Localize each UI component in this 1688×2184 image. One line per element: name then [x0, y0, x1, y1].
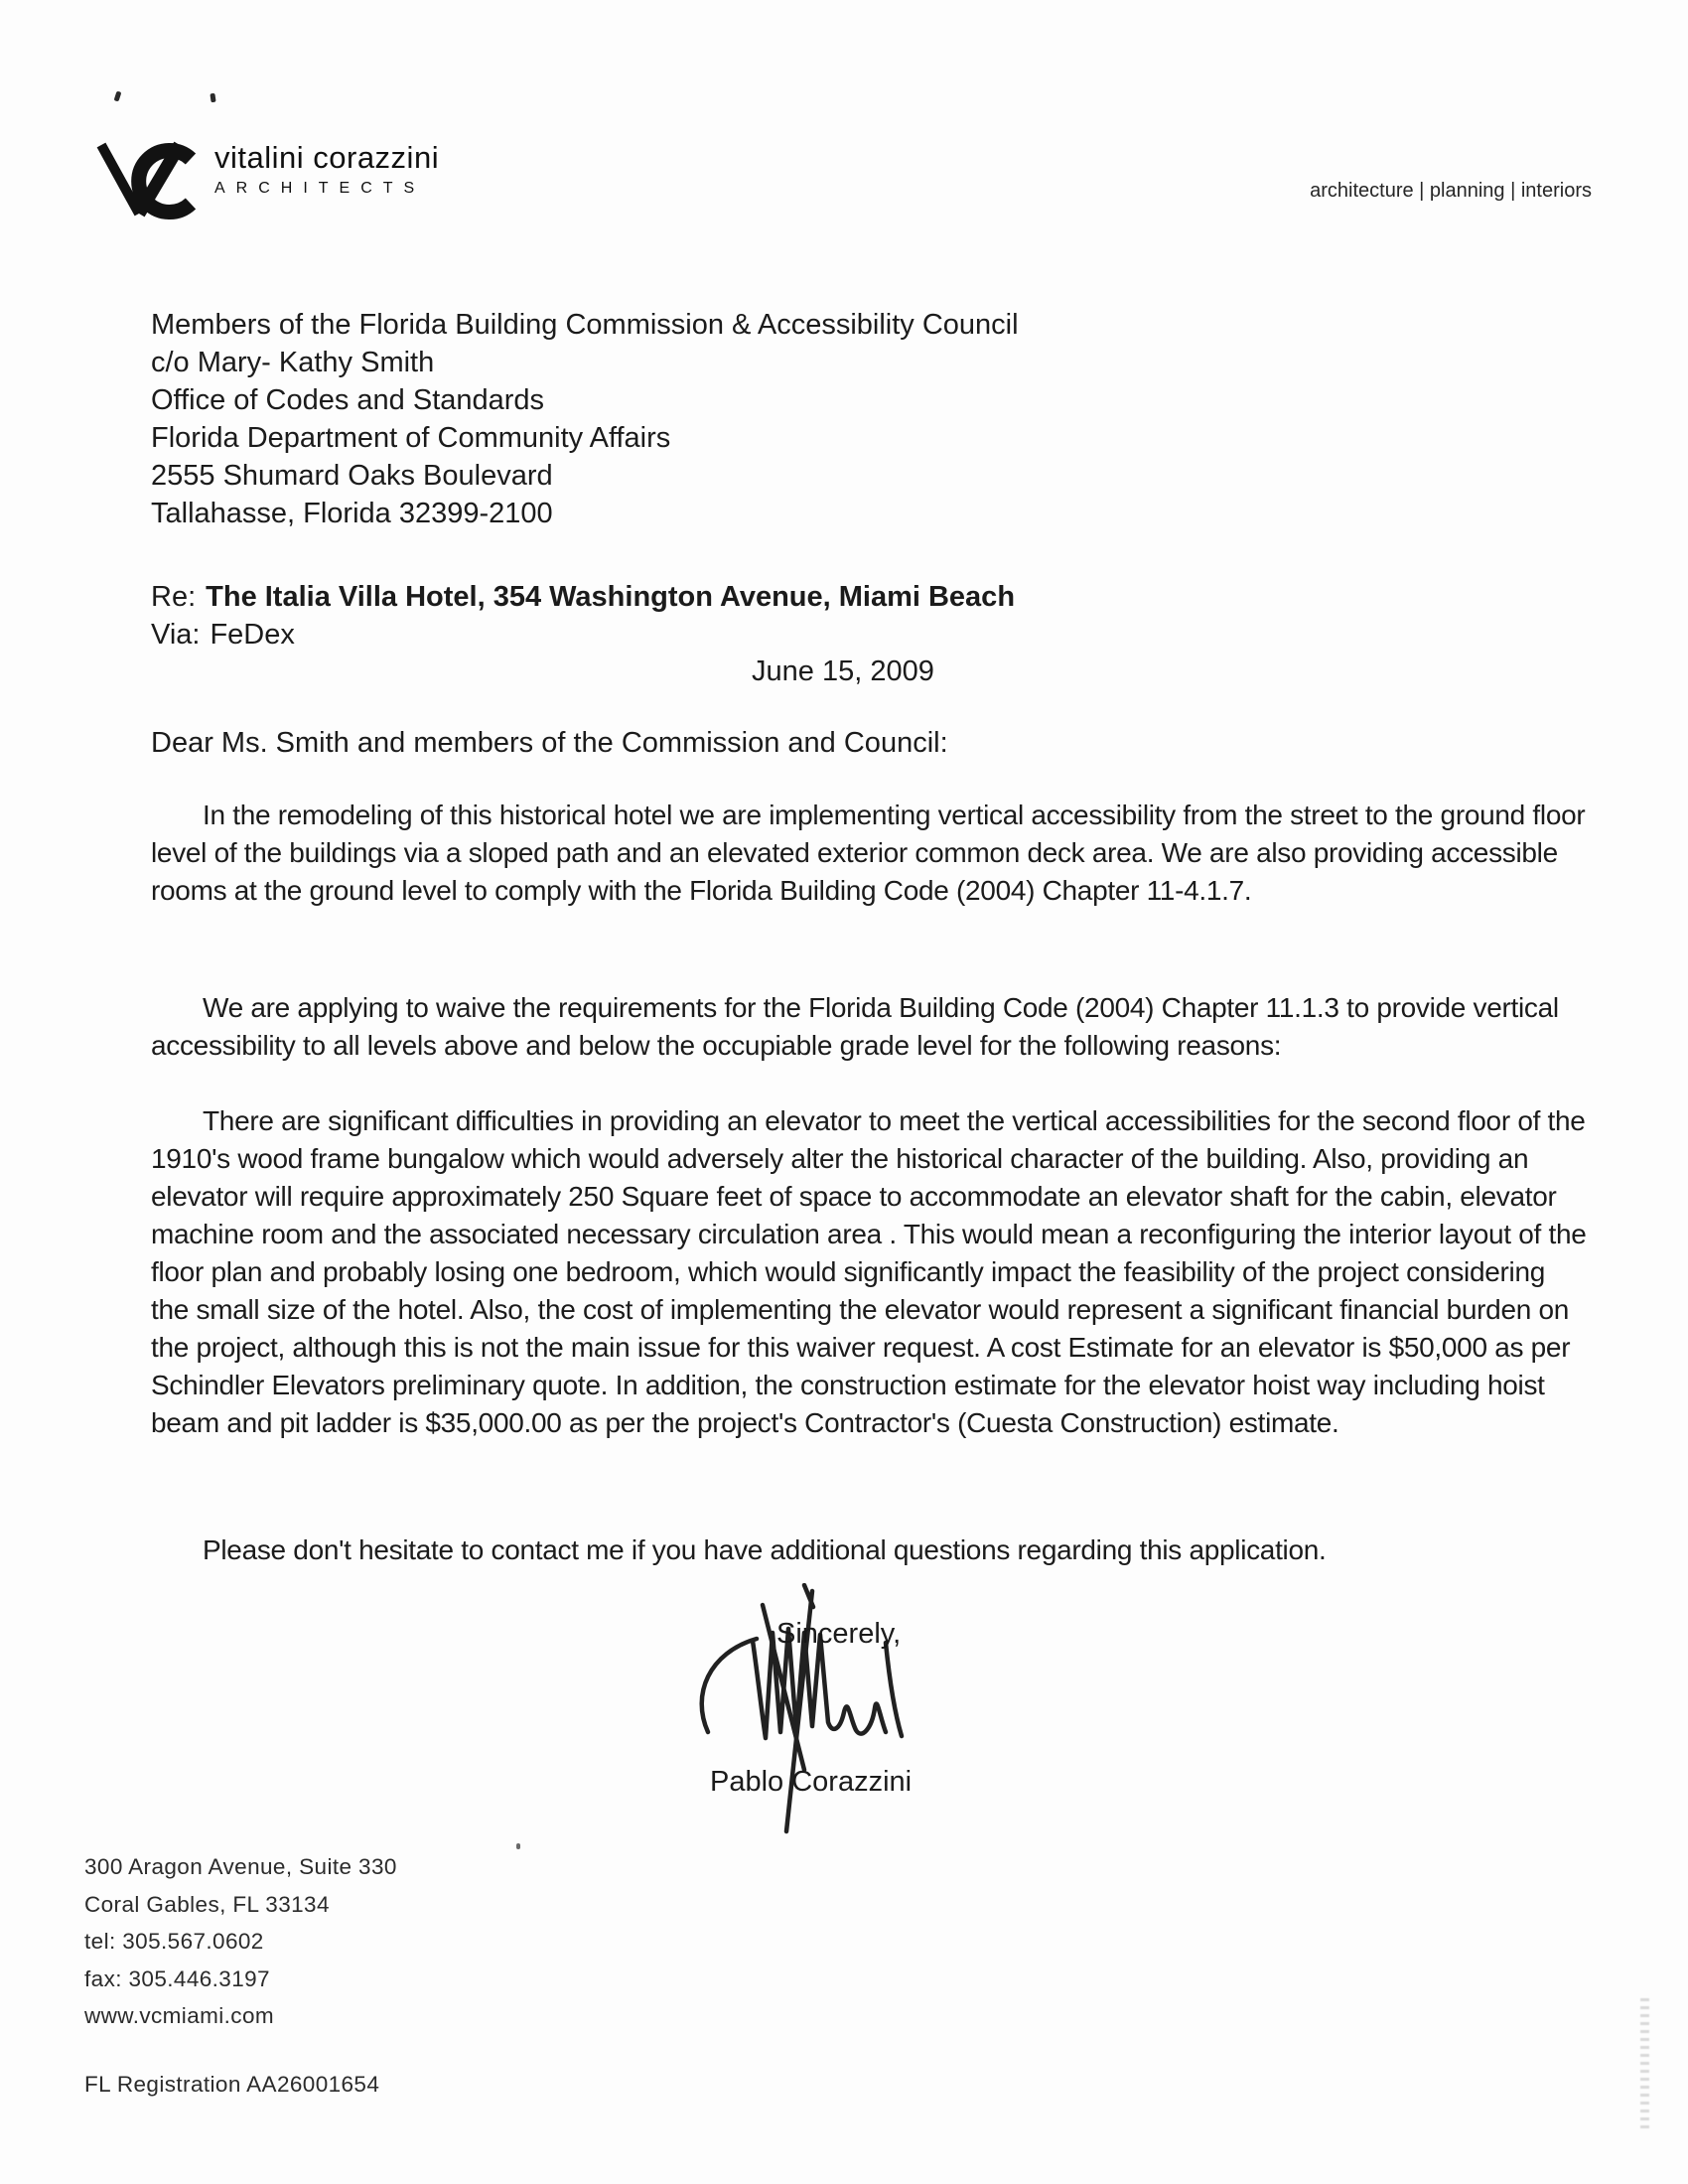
- footer-contact-block: [84, 1848, 397, 2035]
- letterhead-tagline: architecture | planning | interiors: [1310, 180, 1592, 202]
- firm-descriptor: ARCHITECTS: [214, 180, 426, 197]
- vc-monogram-icon: [94, 138, 211, 219]
- body-paragraph: In the remodeling of this historical hotel we are implementing vertical accessibility from the street to the ground floor level of the buildings via a sloped path and an elevated exterior common deck area. We are also providing accessible rooms at the ground level to comply with the Florida Building Code (2004) Chapter 11-4.1.7.: [151, 800, 1586, 906]
- vc-logo: [94, 138, 211, 224]
- salutation: Dear Ms. Smith and members of the Commission and Council:: [151, 727, 948, 759]
- firm-name: vitalini corazzini: [214, 140, 440, 175]
- recipient-line: Members of the Florida Building Commission & Accessibility Council: [151, 309, 1019, 341]
- handwritten-signature-icon: [635, 1583, 933, 1846]
- reference-label: Re:: [151, 581, 197, 613]
- firm-identity: [214, 140, 439, 198]
- letter-date: June 15, 2009: [752, 655, 934, 687]
- body-paragraph: We are applying to waive the requirements for the Florida Building Code (2004) Chapter 11.1.3 to provide vertical accessibility to all levels above and below the occupiable grade level for the following reasons:: [151, 992, 1559, 1061]
- footer-address-line: Coral Gables, FL 33134: [84, 1891, 330, 1917]
- signer-name: Pablo Corazzini: [710, 1766, 913, 1798]
- scan-artifact-streak: [1640, 1998, 1649, 2132]
- footer-website: www.vcmiami.com: [84, 2003, 275, 2028]
- recipient-line: Office of Codes and Standards: [151, 384, 545, 416]
- reference-value: The Italia Villa Hotel, 354 Washington Avenue, Miami Beach: [206, 581, 1016, 613]
- recipient-address-block: [151, 306, 1019, 532]
- recipient-line: Florida Department of Community Affairs: [151, 422, 671, 454]
- scan-artifact-mark: [210, 93, 215, 103]
- body-paragraph: Please don't hesitate to contact me if you have additional questions regarding this application.: [203, 1534, 1327, 1565]
- footer-tel-line: tel: 305.567.0602: [84, 1929, 264, 1954]
- recipient-line: Tallahasse, Florida 32399-2100: [151, 498, 553, 529]
- via-label: Via:: [151, 619, 201, 651]
- via-value: FeDex: [210, 619, 295, 651]
- recipient-line: 2555 Shumard Oaks Boulevard: [151, 460, 553, 492]
- valediction: Sincerely,: [776, 1618, 902, 1650]
- body-paragraph: There are significant difficulties in providing an elevator to meet the vertical accessibilities for the second floor of the 1910's wood frame bungalow which would adversely alter the historical character of the building. Also, providing an elevator will require approximately 250 Square feet of space to accommodate an elevator shaft for the cabin, elevator machine room and the associated necessary circulation area . This would mean a reconfiguring the interior layout of the floor plan and probably losing one bedroom, which would significantly impact the feasibility of the project considering the small size of the hotel. Also, the cost of implementing the elevator would represent a significant financial burden on the project, although this is not the main issue for this waiver request. A cost Estimate for an elevator is $50,000 as per Schindler Elevators preliminary quote. In addition, the construction estimate for the elevator hoist way including hoist beam and pit ladder is $35,000.00 as per the project's Contractor's (Cuesta Construction) estimate.: [151, 1105, 1587, 1438]
- reference-line: [151, 581, 1015, 614]
- fl-registration: FL Registration AA26001654: [84, 2072, 380, 2097]
- footer-address-line: 300 Aragon Avenue, Suite 330: [84, 1854, 397, 1879]
- scan-artifact-mark: [516, 1843, 520, 1849]
- scan-artifact-mark: [114, 90, 122, 101]
- footer-fax-line: fax: 305.446.3197: [84, 1966, 270, 1991]
- via-line: [151, 619, 295, 652]
- recipient-line: c/o Mary- Kathy Smith: [151, 347, 435, 378]
